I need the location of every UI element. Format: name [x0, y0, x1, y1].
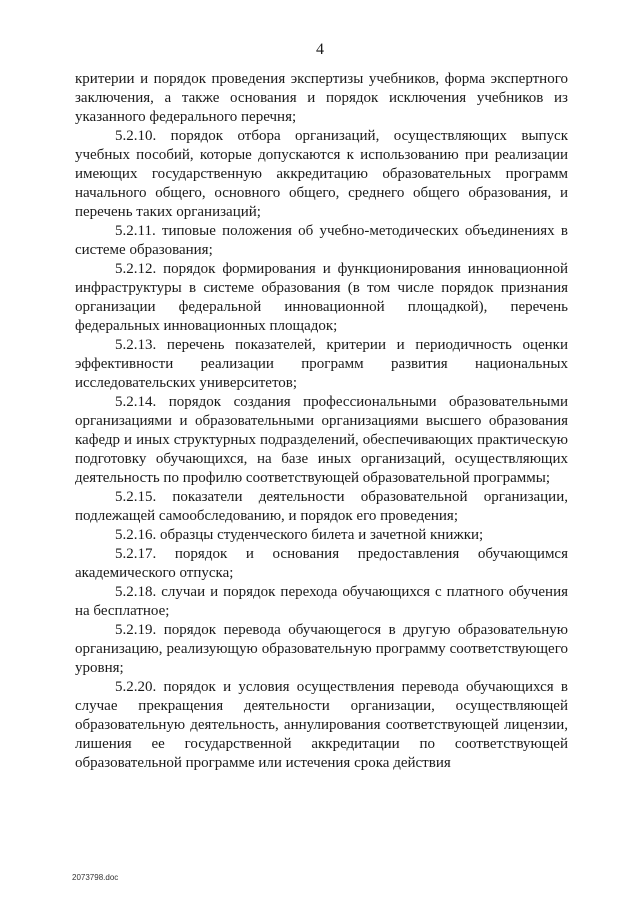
- paragraph-5-2-15: 5.2.15. показатели деятельности образовательной организации, подлежащей самообследованию, и порядок его проведения;: [75, 489, 568, 524]
- paragraph-5-2-14: 5.2.14. порядок создания профессиональными образовательными организациями и образовательными организациями высшего образования кафедр и иных структурных подразделений, обеспечивающих практическую подготовку обучающихся, на базе иных организаций, осуществляющих деятельность по профилю соответствующей образовательной программы;: [75, 394, 568, 486]
- paragraph-5-2-19: 5.2.19. порядок перевода обучающегося в другую образовательную организацию, реализующую образовательную программу соответствующего уровня;: [75, 622, 568, 676]
- paragraph-5-2-13: 5.2.13. перечень показателей, критерии и периодичность оценки эффективности реализации программ развития национальных исследовательских университетов;: [75, 337, 568, 391]
- paragraph-5-2-18: 5.2.18. случаи и порядок перехода обучающихся с платного обучения на бесплатное;: [75, 584, 568, 619]
- document-body: [75, 70, 568, 773]
- paragraph-5-2-20: 5.2.20. порядок и условия осуществления перевода обучающихся в случае прекращения деятельности организации, осуществляющей образовательную деятельность, аннулирования соответствующей лицензии, лишения ее государственной аккредитации по соответствующей образовательной программе или истечения срока действия: [75, 679, 568, 771]
- paragraph-5-2-17: 5.2.17. порядок и основания предоставления обучающимся академического отпуска;: [75, 546, 568, 581]
- footer-filename: 2073798.doc: [72, 873, 119, 882]
- page-number: 4: [316, 41, 324, 58]
- paragraph-5-2-11: 5.2.11. типовые положения об учебно-методических объединениях в системе образования;: [75, 223, 568, 258]
- paragraph-5-2-12: 5.2.12. порядок формирования и функционирования инновационной инфраструктуры в системе образования (в том числе порядок признания организации федеральной инновационной площадкой), перечень федеральных инновационных площадок;: [75, 261, 568, 334]
- paragraph-5-2-10: 5.2.10. порядок отбора организаций, осуществляющих выпуск учебных пособий, которые допускаются к использованию при реализации имеющих государственную аккредитацию образовательных программ начального общего, основного общего, среднего общего образования, и перечень таких организаций;: [75, 128, 568, 220]
- paragraph-5-2-16: 5.2.16. образцы студенческого билета и зачетной книжки;: [115, 527, 484, 543]
- paragraph-continuation: критерии и порядок проведения экспертизы учебников, форма экспертного заключения, а также основания и порядок исключения учебников из указанного федерального перечня;: [75, 71, 568, 125]
